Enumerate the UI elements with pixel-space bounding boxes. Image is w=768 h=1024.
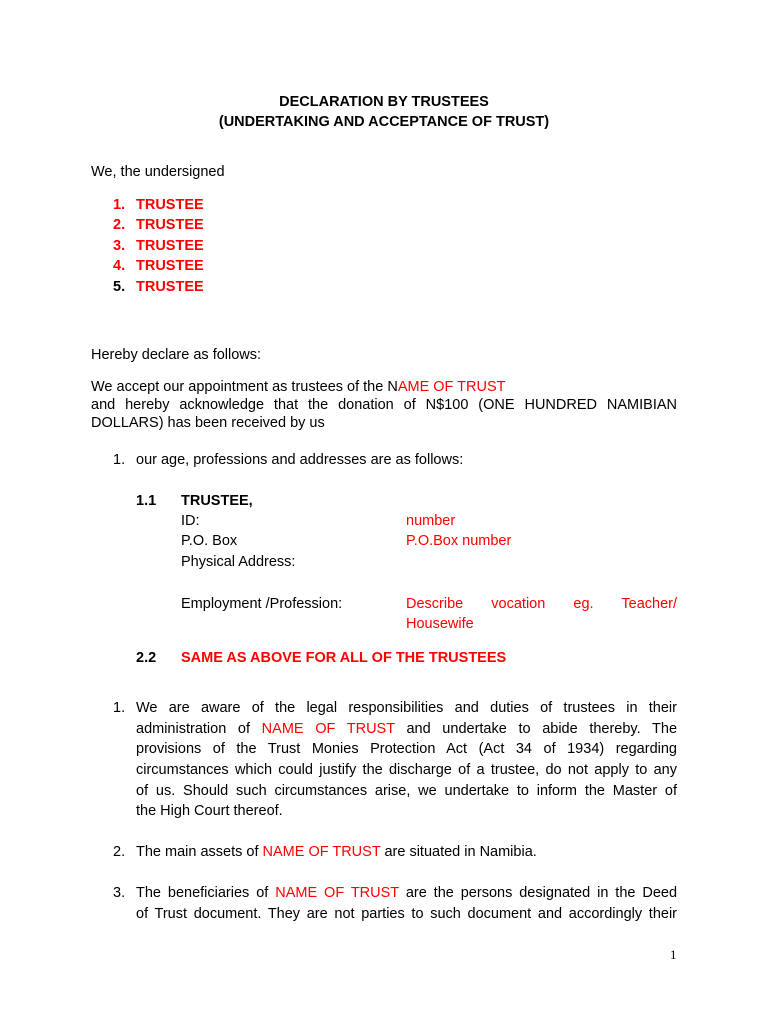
- hereby-declare-text: Hereby declare as follows:: [91, 347, 262, 363]
- page-number: 1: [670, 947, 677, 962]
- list-item-number: 1.: [113, 197, 126, 213]
- item-text: our age, professions and addresses are as follows:: [136, 452, 464, 468]
- address-label: Physical Address:: [181, 554, 296, 570]
- id-label: ID:: [181, 513, 200, 529]
- employment-value-cont: Housewife: [406, 616, 474, 632]
- list-item: TRUSTEE: [136, 279, 204, 295]
- text-run: administration of: [136, 721, 251, 737]
- section-heading: SAME AS ABOVE FOR ALL OF THE TRUSTEES: [181, 650, 507, 666]
- paragraph-number: 3.: [113, 885, 126, 901]
- employment-value: Describe vocation eg. Teacher/: [406, 596, 677, 612]
- intro-text: We, the undersigned: [91, 164, 225, 180]
- paragraph-line: circumstances which could justify the discharge of a trustee, do not apply to any: [136, 762, 677, 778]
- list-item-number: 4.: [113, 258, 126, 274]
- list-item-number: 2.: [113, 217, 126, 233]
- accept-line-3: DOLLARS) has been received by us: [91, 415, 325, 431]
- list-item: TRUSTEE: [136, 217, 204, 233]
- section-heading: TRUSTEE,: [181, 493, 253, 509]
- paragraph-line: of Trust document. They are not parties to such document and accordingly their: [136, 906, 677, 922]
- paragraph-line: [136, 842, 537, 863]
- paragraph-line: the High Court thereof.: [136, 803, 283, 819]
- trust-name-placeholder: NAME OF TRUST: [261, 721, 395, 737]
- employment-label: Employment /Profession:: [181, 596, 343, 612]
- text-run: The main assets of: [136, 844, 259, 860]
- paragraph-line: [136, 719, 677, 740]
- document-title: DECLARATION BY TRUSTEES: [279, 94, 489, 110]
- paragraph-number: 1.: [113, 700, 126, 716]
- pobox-label: P.O. Box: [181, 533, 238, 549]
- paragraph-line: [136, 883, 677, 904]
- list-item: TRUSTEE: [136, 258, 204, 274]
- paragraph-number: 2.: [113, 844, 126, 860]
- text-run: are situated in Namibia.: [384, 844, 537, 860]
- list-item: TRUSTEE: [136, 238, 204, 254]
- trust-name-placeholder: AME OF TRUST: [397, 379, 506, 395]
- trust-name-placeholder: NAME OF TRUST: [275, 885, 399, 901]
- text-run: and undertake to abide thereby. The: [406, 721, 678, 737]
- accept-line-2: and hereby acknowledge that the donation of N$100 (ONE HUNDRED NAMIBIAN: [91, 397, 677, 413]
- document-subtitle: (UNDERTAKING AND ACCEPTANCE OF TRUST): [218, 114, 550, 130]
- list-item-number: 5.: [113, 279, 126, 295]
- paragraph-line: provisions of the Trust Monies Protection Act (Act 34 of 1934) regarding: [136, 741, 677, 757]
- item-number: 1.: [113, 452, 126, 468]
- text-run: The beneficiaries of: [136, 885, 269, 901]
- section-number: 1.1: [136, 493, 157, 509]
- text-run: are the persons designated in the Deed: [405, 885, 678, 901]
- accept-text: We accept our appointment as trustees of the N: [91, 379, 398, 395]
- paragraph-line: of us. Should such circumstances arise, we undertake to inform the Master of: [136, 783, 677, 799]
- pobox-value: P.O.Box number: [406, 533, 512, 549]
- list-item: TRUSTEE: [136, 197, 204, 213]
- paragraph-line: We are aware of the legal responsibilities and duties of trustees in their: [136, 700, 677, 716]
- trust-name-placeholder: NAME OF TRUST: [262, 844, 381, 860]
- list-item-number: 3.: [113, 238, 126, 254]
- id-value: number: [406, 513, 456, 529]
- section-number: 2.2: [136, 650, 157, 666]
